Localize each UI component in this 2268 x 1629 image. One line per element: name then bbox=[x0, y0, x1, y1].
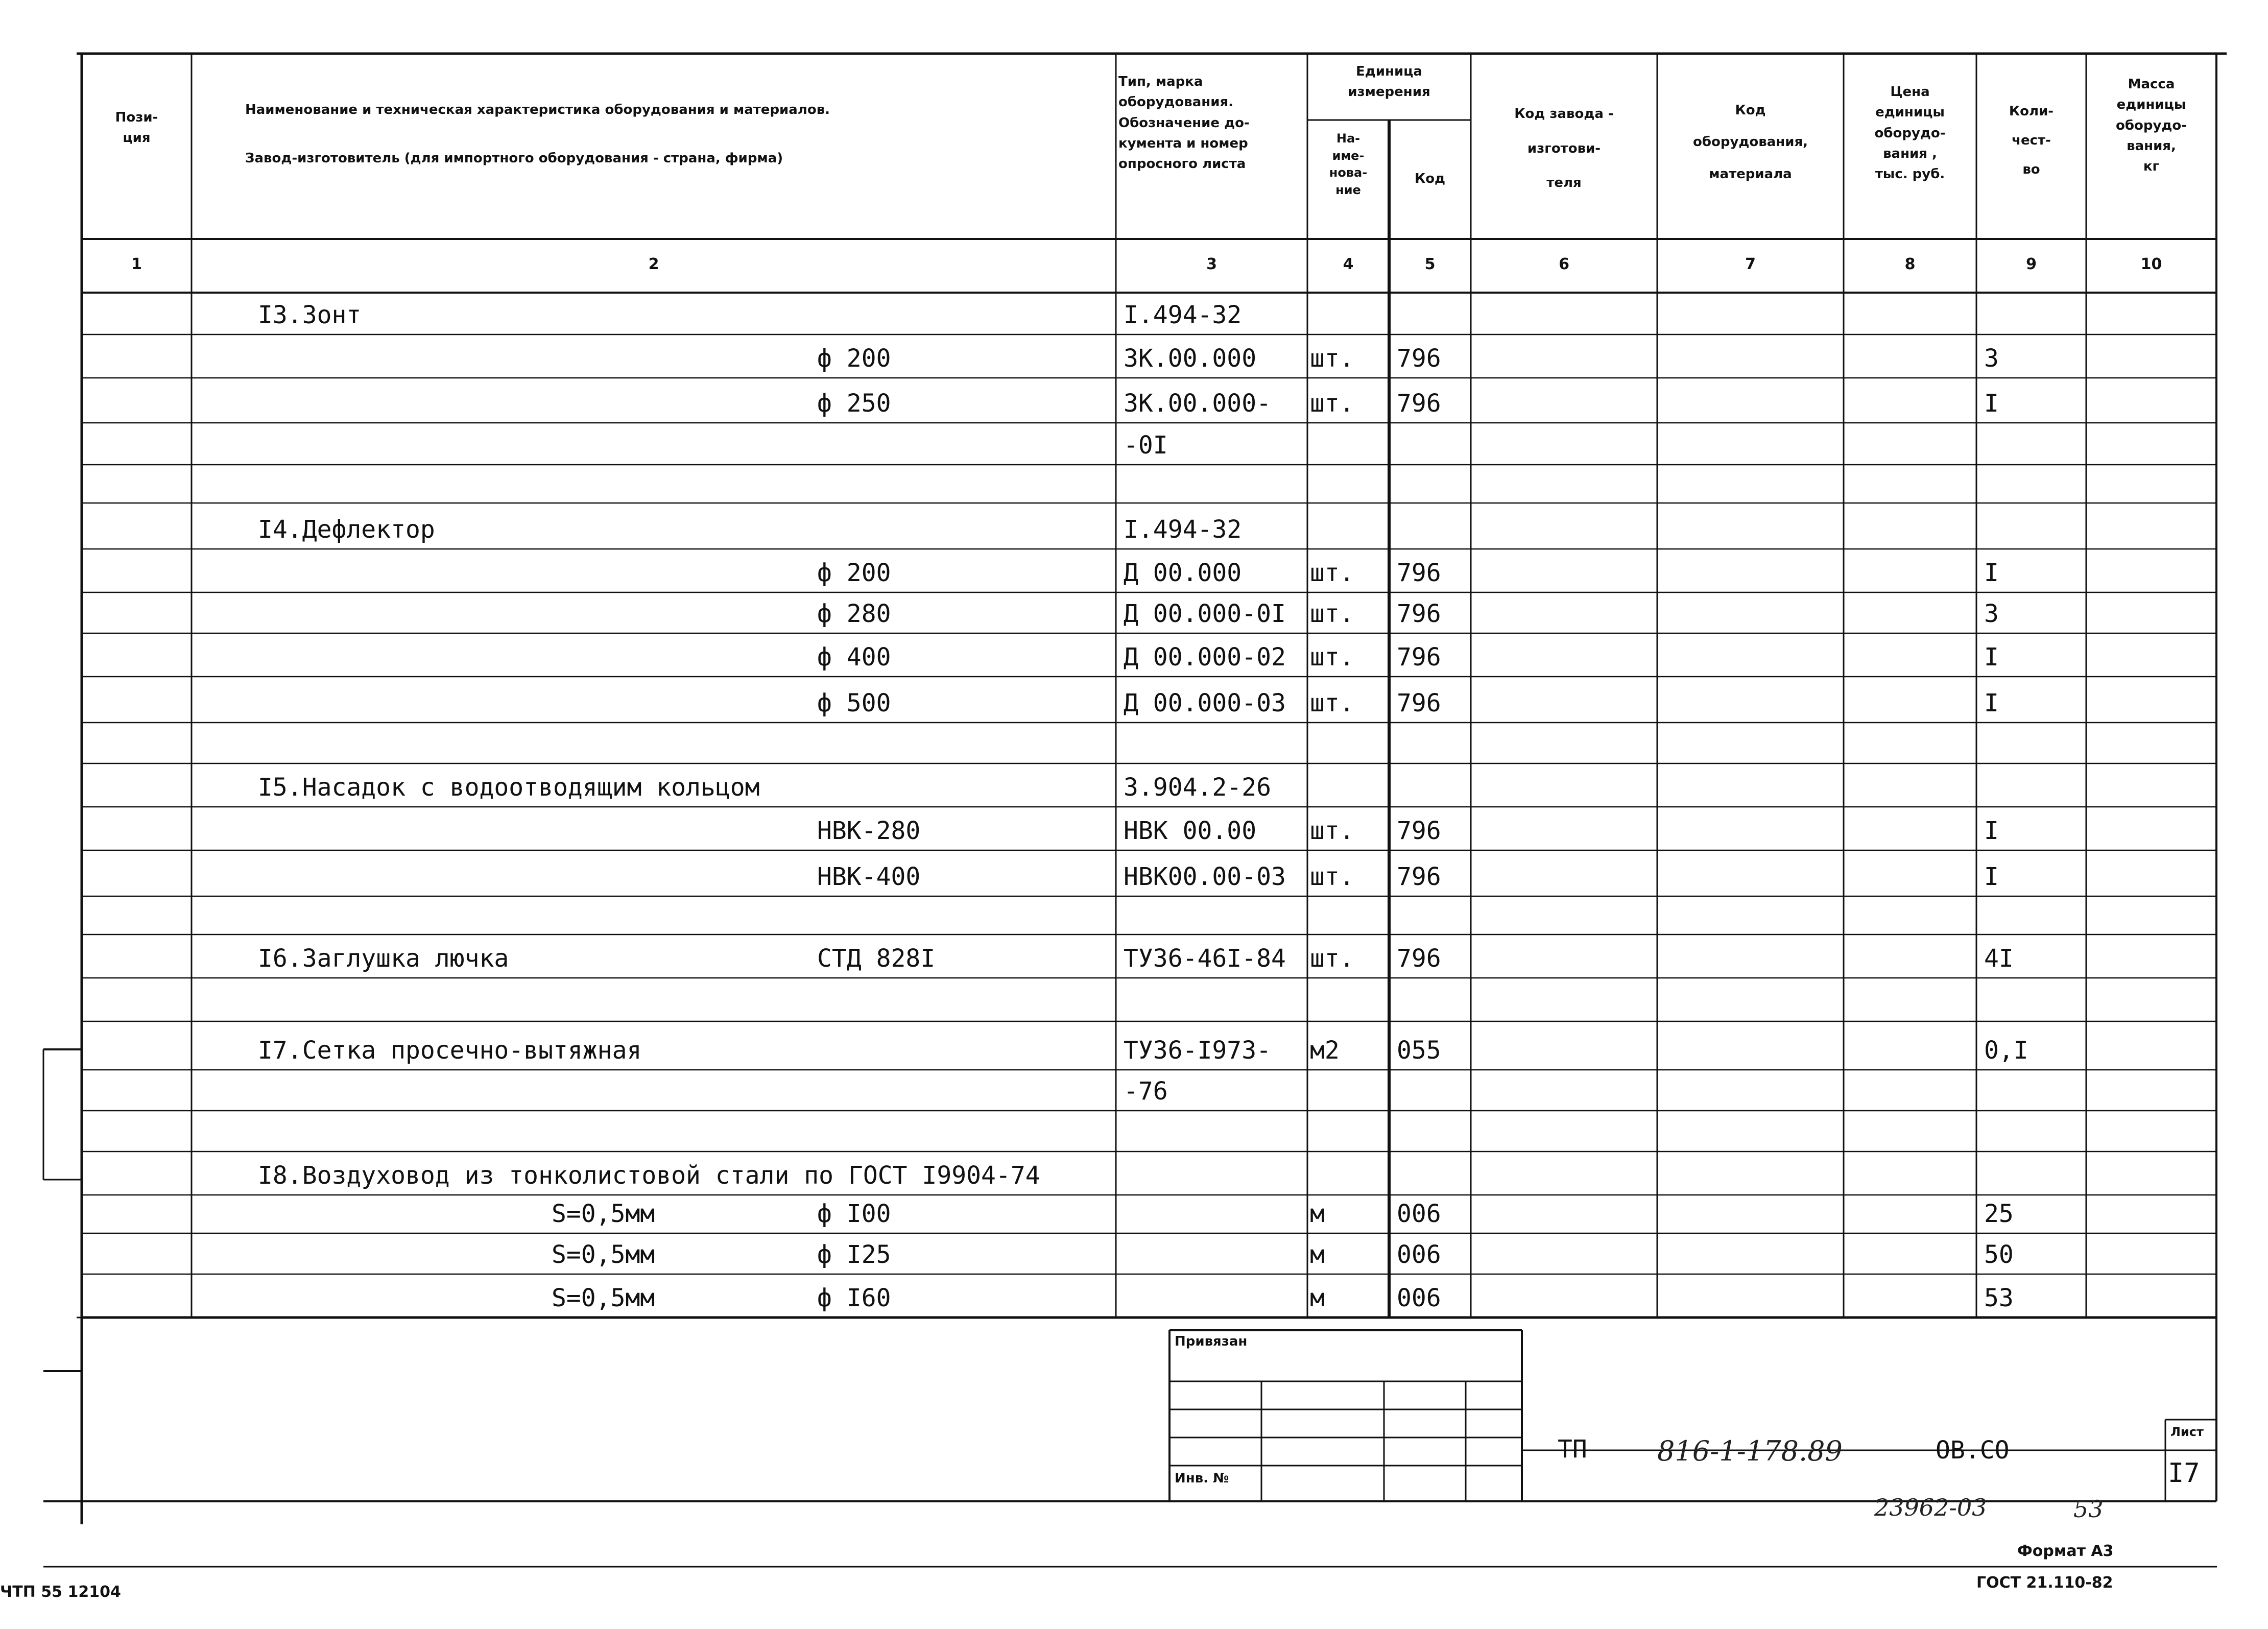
row-unit-name: шт. bbox=[1310, 344, 1354, 373]
header-position: Пози- ция bbox=[115, 110, 158, 146]
row-document: ЗК.00.000- bbox=[1124, 389, 1271, 418]
header-quantity: Коли- чест- во bbox=[2009, 104, 2054, 178]
header-equipment-code: Код оборудования, материала bbox=[1692, 103, 1808, 182]
row-unit-code: 796 bbox=[1397, 817, 1441, 845]
row-quantity: 25 bbox=[1984, 1200, 2014, 1228]
row-unit-name: шт. bbox=[1310, 559, 1354, 587]
stamp-privyazan: Привязан bbox=[1175, 1334, 1248, 1349]
footer-format: Формат А3 bbox=[2017, 1542, 2114, 1560]
row-quantity: 0,I bbox=[1984, 1036, 2028, 1065]
header-unit-group: Единица измерения bbox=[1348, 64, 1430, 100]
header-unit-mass: Масса единицы оборудо- вания, кг bbox=[2115, 77, 2187, 175]
row-unit-code: 006 bbox=[1397, 1200, 1441, 1228]
stamp-inv-no: Инв. № bbox=[1175, 1471, 1229, 1486]
row-document: 3.904.2-26 bbox=[1124, 773, 1271, 802]
row-quantity: I bbox=[1984, 689, 1999, 717]
row-document: ТУ36-I973- bbox=[1124, 1036, 1271, 1065]
row-quantity: 3 bbox=[1984, 600, 1999, 628]
row-item-thickness: S=0,5мм bbox=[552, 1240, 655, 1269]
row-item-size: СТД 828I bbox=[817, 944, 936, 973]
footer-ctp: ЧТП 55 12104 bbox=[0, 1583, 121, 1601]
row-unit-name: м bbox=[1310, 1200, 1325, 1228]
row-document: НВК 00.00 bbox=[1124, 817, 1257, 845]
row-document: НВК00.00-03 bbox=[1124, 863, 1286, 891]
stamp-section: ОВ.СО bbox=[1936, 1436, 2010, 1465]
header-unit-name: На- име- нова- ние bbox=[1329, 131, 1368, 197]
header-factory-code: Код завода - изготови- теля bbox=[1514, 106, 1614, 191]
row-document: -76 bbox=[1124, 1077, 1168, 1106]
row-document: Д 00.000 bbox=[1124, 559, 1242, 587]
row-unit-code: 796 bbox=[1397, 944, 1441, 973]
row-unit-name: шт. bbox=[1310, 689, 1354, 717]
row-unit-name: шт. bbox=[1310, 944, 1354, 973]
row-quantity: 3 bbox=[1984, 344, 1999, 373]
column-number: 9 bbox=[2026, 255, 2037, 273]
row-unit-code: 006 bbox=[1397, 1240, 1441, 1269]
row-document: ТУ36-46I-84 bbox=[1124, 944, 1286, 973]
column-number: 4 bbox=[1343, 255, 1354, 273]
row-document: ЗК.00.000 bbox=[1124, 344, 1257, 373]
stamp-tp: ТП bbox=[1558, 1435, 1587, 1464]
header-name-line1: Наименование и техническая характеристика оборудования и материалов. bbox=[245, 102, 830, 117]
row-item-size: ф 250 bbox=[817, 389, 891, 418]
row-quantity: 4I bbox=[1984, 944, 2014, 973]
column-number: 6 bbox=[1559, 255, 1569, 273]
row-unit-code: 006 bbox=[1397, 1284, 1441, 1312]
row-item-name: I4.Дефлектор bbox=[258, 515, 435, 544]
column-number: 1 bbox=[131, 255, 142, 273]
row-document: I.494-32 bbox=[1124, 301, 1242, 329]
row-item-size: ф 400 bbox=[817, 643, 891, 672]
row-unit-code: 796 bbox=[1397, 689, 1441, 717]
footer-gost: ГОСТ 21.110-82 bbox=[1976, 1574, 2113, 1592]
row-document: Д 00.000-02 bbox=[1124, 643, 1286, 672]
header-unit-price: Цена единицы оборудо- вания , тыс. руб. bbox=[1874, 84, 1946, 182]
row-unit-code: 055 bbox=[1397, 1036, 1441, 1065]
row-unit-code: 796 bbox=[1397, 559, 1441, 587]
footer-handwritten-number: 23962-03 bbox=[1874, 1494, 1987, 1521]
row-item-size: ф 280 bbox=[817, 600, 891, 628]
row-unit-name: м2 bbox=[1310, 1036, 1340, 1065]
row-unit-code: 796 bbox=[1397, 600, 1441, 628]
column-number: 3 bbox=[1206, 255, 1217, 273]
row-document: Д 00.000-03 bbox=[1124, 689, 1286, 717]
row-item-size: ф 200 bbox=[817, 344, 891, 373]
row-item-name: I8.Воздуховод из тонколистовой стали по ГОСТ I9904-74 bbox=[258, 1161, 1040, 1190]
column-number: 2 bbox=[648, 255, 659, 273]
row-quantity: 53 bbox=[1984, 1284, 2014, 1312]
row-quantity: I bbox=[1984, 643, 1999, 672]
row-item-name: I3.Зонт bbox=[258, 301, 362, 329]
row-item-size: ф 500 bbox=[817, 689, 891, 717]
row-item-size: ф I00 bbox=[817, 1200, 891, 1228]
row-item-size: НВК-400 bbox=[817, 863, 921, 891]
row-item-size: ф I60 bbox=[817, 1284, 891, 1312]
row-item-size: ф 200 bbox=[817, 559, 891, 587]
row-unit-code: 796 bbox=[1397, 643, 1441, 672]
footer-handwritten-page: 53 bbox=[2073, 1495, 2104, 1523]
row-unit-code: 796 bbox=[1397, 344, 1441, 373]
header-type-mark: Тип, марка оборудования. Обозначение до- кумента и номер опросного листа bbox=[1118, 74, 1250, 172]
row-unit-name: шт. bbox=[1310, 863, 1354, 891]
row-item-name: I6.Заглушка лючка bbox=[258, 944, 509, 973]
row-unit-name: шт. bbox=[1310, 817, 1354, 845]
row-item-name: I7.Сетка просечно-вытяжная bbox=[258, 1036, 642, 1065]
row-quantity: I bbox=[1984, 863, 1999, 891]
row-quantity: I bbox=[1984, 817, 1999, 845]
row-unit-name: м bbox=[1310, 1240, 1325, 1269]
row-item-size: ф I25 bbox=[817, 1240, 891, 1269]
row-document: -0I bbox=[1124, 431, 1168, 460]
row-unit-code: 796 bbox=[1397, 863, 1441, 891]
header-unit-code: Код bbox=[1414, 171, 1446, 186]
stamp-tp-number: 816-1-178.89 bbox=[1657, 1435, 1843, 1467]
column-number: 5 bbox=[1424, 255, 1436, 273]
row-unit-name: шт. bbox=[1310, 643, 1354, 672]
header-name-line2: Завод-изготовитель (для импортного оборудования - страна, фирма) bbox=[245, 151, 783, 166]
row-quantity: I bbox=[1984, 389, 1999, 418]
row-item-thickness: S=0,5мм bbox=[552, 1200, 655, 1228]
row-item-size: НВК-280 bbox=[817, 817, 921, 845]
row-document: I.494-32 bbox=[1124, 515, 1242, 544]
row-unit-name: м bbox=[1310, 1284, 1325, 1312]
row-document: Д 00.000-0I bbox=[1124, 600, 1286, 628]
row-item-thickness: S=0,5мм bbox=[552, 1284, 655, 1312]
stamp-list-no: I7 bbox=[2168, 1458, 2200, 1489]
row-quantity: 50 bbox=[1984, 1240, 2014, 1269]
row-quantity: I bbox=[1984, 559, 1999, 587]
column-number: 8 bbox=[1904, 255, 1916, 273]
row-unit-code: 796 bbox=[1397, 389, 1441, 418]
row-unit-name: шт. bbox=[1310, 389, 1354, 418]
column-number: 10 bbox=[2140, 255, 2162, 273]
row-unit-name: шт. bbox=[1310, 600, 1354, 628]
column-number: 7 bbox=[1745, 255, 1756, 273]
row-item-name: I5.Насадок с водоотводящим кольцом bbox=[258, 773, 760, 802]
stamp-list-label: Лист bbox=[2170, 1425, 2204, 1439]
